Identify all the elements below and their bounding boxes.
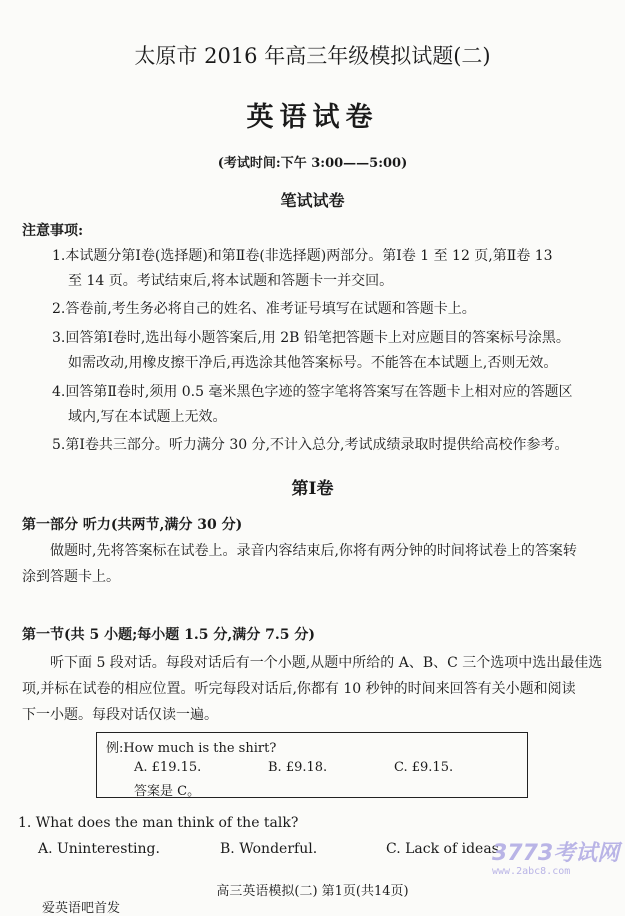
paper-title: 笔试试卷 bbox=[280, 191, 345, 210]
notice-line: 4.回答第Ⅱ卷时,须用 0.5 毫米黑色字迹的签字笔将答案写在答题卡上相对应的答题区 bbox=[52, 384, 573, 400]
section1-line: 下一小题。每段对话仅读一遍。 bbox=[22, 707, 218, 723]
site-url: www.2abc8.com bbox=[492, 866, 571, 877]
part1-heading: 第一部分 听力(共两节,满分 30 分) bbox=[22, 517, 243, 533]
question1-option-a: A. Uninteresting. bbox=[38, 841, 160, 857]
question1-option-b: B. Wonderful. bbox=[220, 841, 318, 857]
volume-heading: 第Ⅰ卷 bbox=[291, 479, 334, 499]
example-question: 例:How much is the shirt? bbox=[106, 741, 277, 756]
section1-heading: 第一节(共 5 小题;每小题 1.5 分,满分 7.5 分) bbox=[22, 627, 315, 643]
notice-line: 至 14 页。考试结束后,将本试题和答题卡一并交回。 bbox=[68, 273, 394, 289]
notice-line: 2.答卷前,考生务必将自己的姓名、准考证号填写在试题和答题卡上。 bbox=[52, 301, 476, 317]
example-option-c: C. £9.15. bbox=[394, 760, 454, 775]
notice-line: 如需改动,用橡皮擦干净后,再选涂其他答案标号。不能答在本试题上,否则无效。 bbox=[68, 355, 558, 371]
notice-line: 1.本试题分第Ⅰ卷(选择题)和第Ⅱ卷(非选择题)两部分。第Ⅰ卷 1 至 12 页,第Ⅱ卷 13 bbox=[52, 248, 553, 264]
section1-line: 项,并标在试卷的相应位置。听完每段对话后,你都有 10 秒钟的时间来回答有关小题和阅读 bbox=[22, 681, 576, 697]
question1-option-c: C. Lack of ideas. bbox=[386, 841, 504, 857]
part1-line: 做题时,先将答案标在试卷上。录音内容结束后,你将有两分钟的时间将试卷上的答案转 bbox=[50, 543, 577, 559]
example-answer: 答案是 C。 bbox=[134, 784, 201, 799]
subject-title: 英语试卷 bbox=[246, 102, 379, 133]
example-option-b: B. £9.18. bbox=[268, 760, 328, 775]
question1-stem: 1. What does the man think of the talk? bbox=[18, 815, 299, 831]
notice-line: 3.回答第Ⅰ卷时,选出每小题答案后,用 2B 铅笔把答题卡上对应题目的答案标号涂黑。 bbox=[52, 330, 570, 346]
example-option-a: A. £19.15. bbox=[134, 760, 202, 775]
exam-time: (考试时间:下午 3:00——5:00) bbox=[217, 156, 408, 171]
notice-line: 域内,写在本试题上无效。 bbox=[68, 409, 227, 425]
notice-heading: 注意事项: bbox=[22, 223, 84, 239]
site-logo: 3773考试网 bbox=[492, 841, 620, 866]
page-footer: 高三英语模拟(二) 第1页(共14页) bbox=[216, 884, 409, 899]
corner-watermark: 爱英语吧首发 bbox=[42, 901, 121, 916]
notice-line: 5.第Ⅰ卷共三部分。听力满分 30 分,不计入总分,考试成绩录取时提供给高校作参考。 bbox=[52, 437, 569, 453]
section1-line: 听下面 5 段对话。每段对话后有一个小题,从题中所给的 A、B、C 三个选项中选出最佳选 bbox=[50, 655, 603, 671]
exam-title: 太原市 2016 年高三年级模拟试题(二) bbox=[134, 44, 491, 68]
part1-line: 涂到答题卡上。 bbox=[22, 569, 120, 585]
